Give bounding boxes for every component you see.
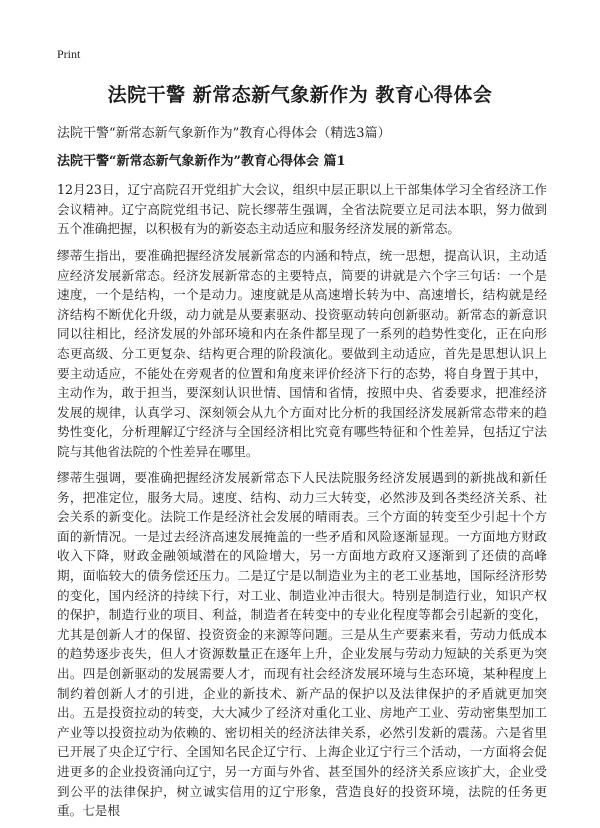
- paragraph-3: 缪蒂生强调，要准确把握经济发展新常态下人民法院服务经济发展遇到的新挑战和新任务，把准定位，服务大局。速度、结构、动力三大转变，必然涉及到各类经济关系、社会关系的新变化。法院工作是经济社会发展的晴雨表。三个方面的转变至少引起十个方面的新情况。一是过去经济高速发展掩盖的一些矛盾和风险逐渐显现。一方面地方财政收入下降，财政金融领域潜在的风险增大，另一方面地方政府又逐渐到了还债的高峰期，面临较大的债务偿还压力。二是辽宁是以制造业为主的老工业基地，国际经济形势的变化，国内经济的持续下行，对工业、制造业冲击很大。特别是制造行业，知识产权的保护，制造行业的项目、利益，制造者在转变中的专业化程度等都会引起新的变化，尤其是创新人才的保留、投资资金的来源等问题。三是从生产要素来看，劳动力低成本的趋势逐步丧失，但人才资源数量正在逐年上升，企业发展与劳动力短缺的关系更为突出。四是创新驱动的发展需要人才，而现有社会经济发展环境与生态环境，某种程度上制约着创新人才的引进，企业的新技术、新产品的保护以及法律保护的矛盾就更加突出。五是投资拉动的转变，大大减少了经济对重化工业、房地产工业、劳动密集型加工产业等以投资拉动为依赖的、密切相关的经济法律关系，必然引发新的震荡。六是省里已开展了央企辽宁行、全国知名民企辽宁行、上海企业辽宁行三个活动，一方面将会促进更多的企业投资涌向辽宁，另一方面与外省、甚至国外的经济关系应该扩大，企业受到公平的法律保护，树立诚实信用的辽宁形象，营造良好的投资环境，法院的任务更重。七是根: [57, 470, 547, 819]
- document-subtitle: 法院干警“新常态新气象新作为”教育心得体会（精选3篇）: [57, 126, 391, 141]
- print-link[interactable]: Print: [57, 47, 81, 61]
- paragraph-2: 缪蒂生指出，要准确把握经济发展新常态的内涵和特点，统一思想，提高认识，主动适应经济发展新常态。经济发展新常态的主要特点，简要的讲就是六个字三句话：一个是速度，一个是结构，一个是动力。速度就是从高速增长转为中、高速增长，结构就是经济结构不断优化升级，动力就是从要素驱动、投资驱动转向创新驱动。新常态的新意识同以往相比，经济发展的外部环境和内在条件都呈现了一系列的趋势性变化，正在向形态更高级、分工更复杂、结构更合理的阶段演化。要做到主动适应，首先是思想认识上要主动适应，不能处在旁观者的位置和角度来评价经济下行的态势，将自身置于其中，主动作为，敢于担当，要深刻认识世情、国情和省情，按照中央、省委要求，把准经济发展的规律，认真学习、深刻领会从九个方面对比分析的我国经济发展新常态带来的趋势性变化，分析理解辽宁经济与全国经济相比究竟有哪些特征和个性差异，包括辽宁法院与其他省法院的个性差异在哪里。: [57, 248, 547, 459]
- document-title: 法院干警 新常态新气象新作为 教育心得体会: [107, 84, 493, 106]
- paragraph-1: 12月23日，辽宁高院召开党组扩大会议，组织中层正职以上干部集体学习全省经济工作会议精神。辽宁高院党组书记、院长缪蒂生强调，全省法院要立足司法本职，努力做到五个准确把握，以积极有为的新姿态主动适应和服务经济发展的新常态。: [57, 182, 547, 237]
- section-heading: 法院干警“新常态新气象新作为”教育心得体会 篇1: [57, 154, 346, 169]
